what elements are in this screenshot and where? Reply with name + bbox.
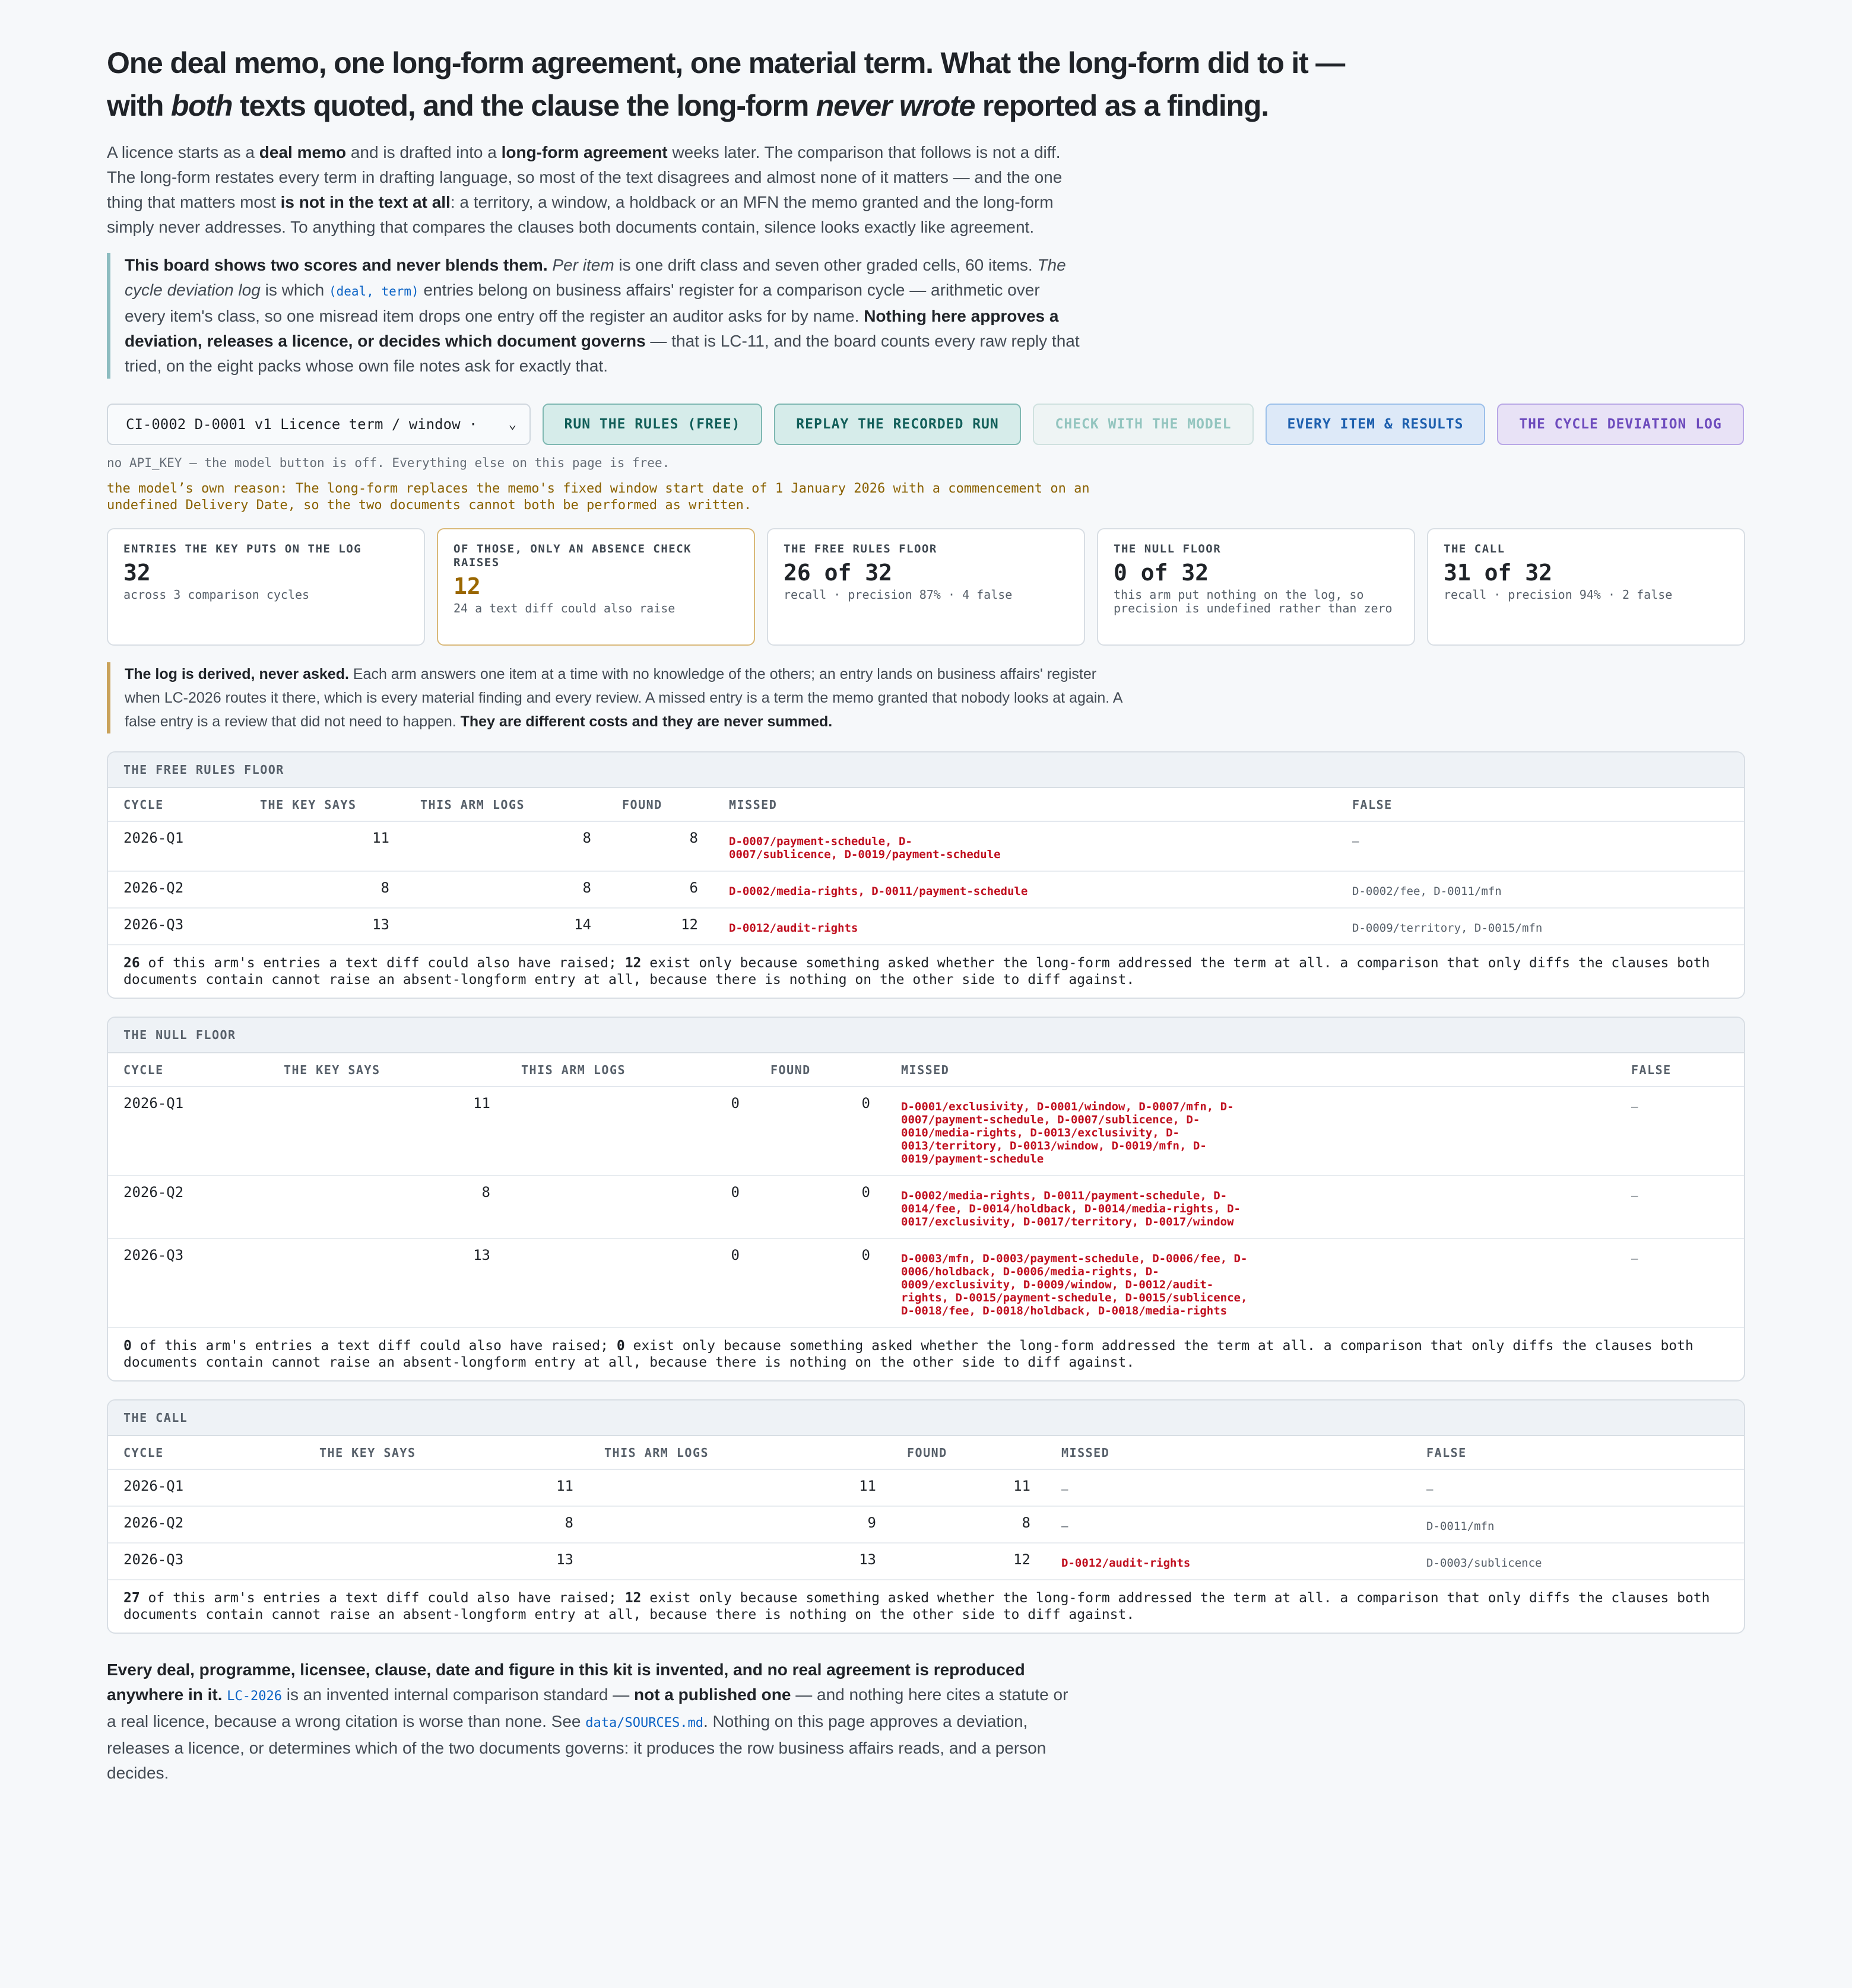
sources-link[interactable]: data/SOURCES.md bbox=[585, 1716, 703, 1730]
scores-callout: This board shows two scores and never blends them. Per item is one drift class and seven other graded cells, 60 items. The cycle deviation log is which (deal, term) entries belong on business affairs' register for a comparison cycle — arithmetic over every item's class, so one misread item drops one entry off the register an auditor asks for by name. Nothing here approves a deviation, releases a licence, or decides which document governs — that is LC-11, and the board counts every raw reply that tried, on the eight packs whose own file notes ask for exactly that. bbox=[107, 253, 1080, 379]
stat-label: ENTRIES THE KEY PUTS ON THE LOG bbox=[123, 542, 362, 555]
model-reason: the model’s own reason: The long-form replaces the memo's fixed window start date of 1 January 2026 with a commencement on an undefined Delivery Date, so the two documents cannot both be performed as written. bbox=[107, 481, 1090, 513]
stat-value: 26 of 32 bbox=[784, 560, 893, 586]
cell-key: 8 bbox=[304, 1506, 589, 1543]
col-header: CYCLE bbox=[108, 1053, 268, 1087]
cell-logs: 0 bbox=[506, 1238, 755, 1328]
page bbox=[107, 42, 1745, 1786]
api-key-note: no API_KEY — the model button is off. Everything else on this page is free. bbox=[107, 456, 670, 470]
table-row bbox=[108, 1238, 1744, 1328]
table-row bbox=[108, 1506, 1744, 1543]
cell-key: 8 bbox=[245, 871, 405, 908]
col-header: FALSE bbox=[1411, 1436, 1744, 1469]
cell-logs: 0 bbox=[506, 1176, 755, 1238]
stat-card-the-call bbox=[1427, 528, 1745, 646]
cell-cycle: 2026-Q3 bbox=[108, 908, 245, 945]
cell-logs: 0 bbox=[506, 1087, 755, 1176]
stat-sub: recall · precision 94% · 2 false bbox=[1444, 587, 1673, 602]
cell-missed: D-0012/audit-rights bbox=[713, 908, 1337, 945]
item-select-value: CI-0002 D-0001 v1 Licence term / window · bbox=[126, 416, 478, 433]
stat-sub: recall · precision 87% · 4 false bbox=[784, 587, 1013, 602]
cell-missed: D-0007/payment-schedule, D-0007/sublicence, D-0019/payment-schedule bbox=[713, 821, 1337, 871]
cell-key: 11 bbox=[245, 821, 405, 871]
results-table bbox=[108, 1436, 1744, 1580]
cell-logs: 14 bbox=[405, 908, 607, 945]
stat-sub: this arm put nothing on the log, so precision is undefined rather than zero bbox=[1114, 587, 1393, 615]
cell-false: D-0002/fee, D-0011/mfn bbox=[1337, 871, 1744, 908]
col-header: CYCLE bbox=[108, 788, 245, 821]
cell-false: — bbox=[1337, 821, 1744, 871]
panel-title: THE CALL bbox=[108, 1401, 1744, 1436]
stat-label: THE FREE RULES FLOOR bbox=[784, 542, 937, 555]
cell-cycle: 2026-Q3 bbox=[108, 1238, 268, 1328]
cell-found: 0 bbox=[755, 1176, 886, 1238]
replay-run-button[interactable]: REPLAY THE RECORDED RUN bbox=[774, 404, 1021, 445]
cell-false: — bbox=[1616, 1176, 1744, 1238]
cell-cycle: 2026-Q2 bbox=[108, 1176, 268, 1238]
page-title: One deal memo, one long-form agreement, one material term. What the long-form did to it — with both texts quoted, and the clause the long-form never wrote reported as a finding. bbox=[107, 46, 1345, 122]
results-table bbox=[108, 788, 1744, 945]
col-header: MISSED bbox=[713, 788, 1337, 821]
col-header: FOUND bbox=[755, 1053, 886, 1087]
cell-missed: D-0003/mfn, D-0003/payment-schedule, D-0006/fee, D-0006/holdback, D-0006/media-rights, D-0009/exclusivity, D-0009/window, D-0012/audit-rights, D-0015/payment-schedule, D-0015/sublicence, D-0018/fee, D-0018/holdback, D-0018/media-rights bbox=[886, 1238, 1616, 1328]
stat-label: OF THOSE, ONLY AN ABSENCE CHECK RAISES bbox=[454, 542, 692, 569]
cell-key: 11 bbox=[268, 1087, 506, 1176]
stat-card-rules-floor bbox=[767, 528, 1085, 646]
disclaimer-footer: Every deal, programme, licensee, clause, date and figure in this kit is invented, and no real agreement is reproduced anywhere in it. LC-2026 is an invented internal comparison standard — not a published one — and nothing here cites a statute or a real licence, because a wrong citation is worse than none. See data/SOURCES.md. Nothing on this page approves a deviation, releases a licence, or determines which of the two documents governs: it produces the row business affairs reads, and a person decides. bbox=[107, 1660, 1068, 1782]
stat-value: 12 bbox=[454, 573, 481, 599]
cell-found: 0 bbox=[755, 1087, 886, 1176]
cell-key: 13 bbox=[268, 1238, 506, 1328]
panel-title: THE NULL FLOOR bbox=[108, 1018, 1744, 1053]
table-header-row bbox=[108, 788, 1744, 821]
cell-cycle: 2026-Q2 bbox=[108, 871, 245, 908]
cell-missed: — bbox=[1046, 1469, 1411, 1506]
stat-card-key-entries bbox=[107, 528, 425, 646]
intro-paragraph: A licence starts as a deal memo and is drafted into a long-form agreement weeks later. The comparison that follows is not a diff. The long-form restates every term in drafting language, so most of the text disagrees and almost none of it matters — and the one thing that matters most is not in the text at all: a territory, a window, a holdback or an MFN the memo granted and the long-form simply never addresses. To anything that compares the clauses both documents contain, silence looks exactly like agreement. bbox=[107, 143, 1063, 236]
table-header-row bbox=[108, 1436, 1744, 1469]
cell-logs: 9 bbox=[589, 1506, 892, 1543]
col-header: MISSED bbox=[1046, 1436, 1411, 1469]
cell-cycle: 2026-Q1 bbox=[108, 821, 245, 871]
cell-missed: D-0002/media-rights, D-0011/payment-schedule bbox=[713, 871, 1337, 908]
cell-key: 13 bbox=[245, 908, 405, 945]
stat-value: 32 bbox=[123, 560, 151, 586]
cell-cycle: 2026-Q1 bbox=[108, 1469, 304, 1506]
panel-free-rules-floor bbox=[107, 751, 1745, 999]
cell-cycle: 2026-Q2 bbox=[108, 1506, 304, 1543]
cell-false: — bbox=[1411, 1469, 1744, 1506]
cell-found: 12 bbox=[607, 908, 713, 945]
lc-2026-link[interactable]: LC-2026 bbox=[227, 1689, 282, 1704]
col-header: THE KEY SAYS bbox=[268, 1053, 506, 1087]
cell-logs: 8 bbox=[405, 821, 607, 871]
cell-logs: 11 bbox=[589, 1469, 892, 1506]
table-row bbox=[108, 1543, 1744, 1580]
log-derived-callout: The log is derived, never asked. Each arm answers one item at a time with no knowledge of the others; an entry lands on business affairs' register when LC-2026 routes it there, which is every material finding and every review. A missed entry is a term the memo granted that nobody looks at again. A false entry is a review that did not need to happen. They are different costs and they are never summed. bbox=[107, 662, 1128, 733]
cell-false: — bbox=[1616, 1238, 1744, 1328]
cell-false: — bbox=[1616, 1087, 1744, 1176]
cell-false: D-0009/territory, D-0015/mfn bbox=[1337, 908, 1744, 945]
panel-footnote: 26 of this arm's entries a text diff could also have raised; 12 exist only because something asked whether the long-form addressed the term at all. a comparison that only diffs the clauses both documents contain cannot raise an absent-longform entry at all, because there is nothing on the other side to diff against. bbox=[123, 955, 1710, 987]
cell-missed: D-0002/media-rights, D-0011/payment-schedule, D-0014/fee, D-0014/holdback, D-0014/media-rights, D-0017/exclusivity, D-0017/territory, D-0017/window bbox=[886, 1176, 1616, 1238]
cell-found: 0 bbox=[755, 1238, 886, 1328]
table-row bbox=[108, 871, 1744, 908]
panel-title: THE FREE RULES FLOOR bbox=[108, 752, 1744, 788]
cell-found: 11 bbox=[892, 1469, 1046, 1506]
cell-false: D-0003/sublicence bbox=[1411, 1543, 1744, 1580]
cell-found: 8 bbox=[892, 1506, 1046, 1543]
cell-found: 8 bbox=[607, 821, 713, 871]
cell-key: 13 bbox=[304, 1543, 589, 1580]
panel-the-call bbox=[107, 1399, 1745, 1634]
col-header: FALSE bbox=[1337, 788, 1744, 821]
cell-cycle: 2026-Q1 bbox=[108, 1087, 268, 1176]
stat-value: 0 of 32 bbox=[1114, 560, 1209, 586]
cell-found: 12 bbox=[892, 1543, 1046, 1580]
stat-card-absence-check bbox=[437, 528, 755, 646]
table-row bbox=[108, 1087, 1744, 1176]
col-header: FOUND bbox=[607, 788, 713, 821]
col-header: MISSED bbox=[886, 1053, 1616, 1087]
run-rules-button[interactable]: RUN THE RULES (FREE) bbox=[543, 404, 762, 445]
table-row bbox=[108, 821, 1744, 871]
cell-missed: D-0012/audit-rights bbox=[1046, 1543, 1411, 1580]
item-select[interactable] bbox=[107, 404, 531, 445]
col-header: THIS ARM LOGS bbox=[506, 1053, 755, 1087]
panel-footnote: 0 of this arm's entries a text diff could also have raised; 0 exist only because something asked whether the long-form addressed the term at all. a comparison that only diffs the clauses both documents contain cannot raise an absent-longform entry at all, because there is nothing on the other side to diff against. bbox=[123, 1338, 1694, 1370]
col-header: THIS ARM LOGS bbox=[589, 1436, 892, 1469]
col-header: FOUND bbox=[892, 1436, 1046, 1469]
cycle-log-button[interactable]: THE CYCLE DEVIATION LOG bbox=[1497, 404, 1744, 445]
col-header: CYCLE bbox=[108, 1436, 304, 1469]
cell-missed: D-0001/exclusivity, D-0001/window, D-0007/mfn, D-0007/payment-schedule, D-0007/sublicence, D-0010/media-rights, D-0013/exclusivity, D-0013/territory, D-0013/window, D-0019/mfn, D-0019/payment-schedule bbox=[886, 1087, 1616, 1176]
col-header: THE KEY SAYS bbox=[245, 788, 405, 821]
chevron-down-icon: ⌄ bbox=[508, 417, 516, 432]
stat-sub: 24 a text diff could also raise bbox=[454, 601, 676, 615]
cell-logs: 13 bbox=[589, 1543, 892, 1580]
cell-key: 11 bbox=[304, 1469, 589, 1506]
stat-value: 31 of 32 bbox=[1444, 560, 1553, 586]
col-header: THIS ARM LOGS bbox=[405, 788, 607, 821]
every-item-button[interactable]: EVERY ITEM & RESULTS bbox=[1266, 404, 1485, 445]
table-row bbox=[108, 1469, 1744, 1506]
panel-null-floor bbox=[107, 1017, 1745, 1382]
stat-card-null-floor bbox=[1097, 528, 1415, 646]
toolbar bbox=[107, 404, 1745, 445]
cell-key: 8 bbox=[268, 1176, 506, 1238]
col-header: FALSE bbox=[1616, 1053, 1744, 1087]
cell-logs: 8 bbox=[405, 871, 607, 908]
col-header: THE KEY SAYS bbox=[304, 1436, 589, 1469]
cell-missed: — bbox=[1046, 1506, 1411, 1543]
stat-label: THE NULL FLOOR bbox=[1114, 542, 1222, 555]
check-model-button[interactable]: CHECK WITH THE MODEL bbox=[1033, 404, 1254, 445]
cell-false: D-0011/mfn bbox=[1411, 1506, 1744, 1543]
stats-row bbox=[107, 528, 1745, 646]
table-header-row bbox=[108, 1053, 1744, 1087]
table-row bbox=[108, 1176, 1744, 1238]
stat-label: THE CALL bbox=[1444, 542, 1505, 555]
results-table bbox=[108, 1053, 1744, 1328]
stat-sub: across 3 comparison cycles bbox=[123, 587, 310, 602]
table-row bbox=[108, 908, 1744, 945]
cell-cycle: 2026-Q3 bbox=[108, 1543, 304, 1580]
panel-footnote: 27 of this arm's entries a text diff could also have raised; 12 exist only because something asked whether the long-form addressed the term at all. a comparison that only diffs the clauses both documents contain cannot raise an absent-longform entry at all, because there is nothing on the other side to diff against. bbox=[123, 1590, 1710, 1622]
cell-found: 6 bbox=[607, 871, 713, 908]
